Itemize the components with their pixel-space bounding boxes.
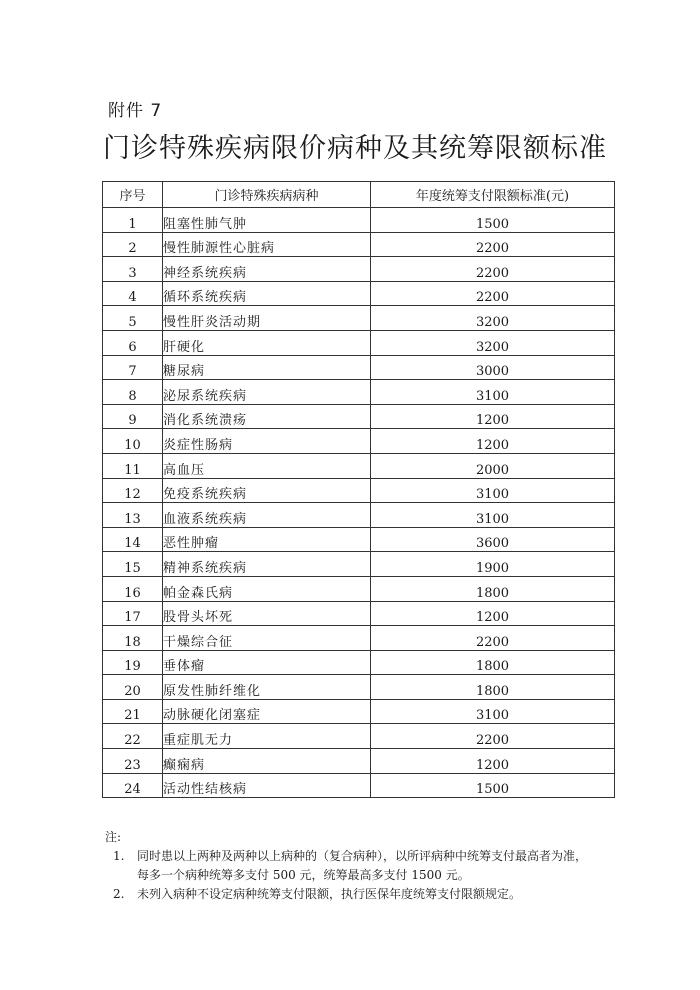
serial-number-cell: 16 <box>103 576 163 601</box>
table-row <box>103 626 615 651</box>
limit-amount-cell: 1200 <box>371 749 615 774</box>
disease-name-cell: 神经系统疾病 <box>163 257 371 282</box>
disease-name-cell: 消化系统溃疡 <box>163 404 371 429</box>
disease-name-cell: 循环系统疾病 <box>163 281 371 306</box>
table-row <box>103 404 615 429</box>
serial-number-cell: 5 <box>103 306 163 331</box>
serial-number-cell: 22 <box>103 724 163 749</box>
serial-number-cell: 10 <box>103 429 163 454</box>
disease-name-cell: 帕金森氏病 <box>163 576 371 601</box>
limit-amount-cell: 3100 <box>371 699 615 724</box>
disease-name-cell: 垂体瘤 <box>163 650 371 675</box>
table-row <box>103 306 615 331</box>
disease-name-cell: 慢性肺源性心脏病 <box>163 232 371 257</box>
serial-number-cell: 18 <box>103 626 163 651</box>
limit-amount-cell: 2200 <box>371 257 615 282</box>
header-annual-limit: 年度统筹支付限额标准(元) <box>371 182 615 208</box>
limit-amount-cell: 2200 <box>371 232 615 257</box>
serial-number-cell: 11 <box>103 453 163 478</box>
disease-name-cell: 重症肌无力 <box>163 724 371 749</box>
disease-name-cell: 原发性肺纤维化 <box>163 675 371 700</box>
note-item-1 <box>105 847 625 885</box>
limit-amount-cell: 3100 <box>371 503 615 528</box>
limit-amount-cell: 2200 <box>371 724 615 749</box>
table-row <box>103 650 615 675</box>
table-row <box>103 330 615 355</box>
table-row <box>103 576 615 601</box>
disease-name-cell: 活动性结核病 <box>163 773 371 798</box>
serial-number-cell: 3 <box>103 257 163 282</box>
disease-name-cell: 动脉硬化闭塞症 <box>163 699 371 724</box>
limit-amount-cell: 3100 <box>371 380 615 405</box>
limit-amount-cell: 2000 <box>371 453 615 478</box>
note-number: 2. <box>113 887 125 901</box>
disease-name-cell: 阻塞性肺气肿 <box>163 208 371 233</box>
note-line: 未列入病种不设定病种统筹支付限额，执行医保年度统筹支付限额规定。 <box>137 887 522 901</box>
serial-number-cell: 17 <box>103 601 163 626</box>
table-row <box>103 503 615 528</box>
limit-amount-cell: 3600 <box>371 527 615 552</box>
limit-amount-cell: 3100 <box>371 478 615 503</box>
serial-number-cell: 23 <box>103 749 163 774</box>
table-row <box>103 208 615 233</box>
disease-name-cell: 精神系统疾病 <box>163 552 371 577</box>
table-row <box>103 527 615 552</box>
disease-name-cell: 恶性肿瘤 <box>163 527 371 552</box>
limit-amount-cell: 1500 <box>371 208 615 233</box>
serial-number-cell: 8 <box>103 380 163 405</box>
table-header-row <box>103 182 615 208</box>
limit-amount-cell: 1200 <box>371 404 615 429</box>
table-row <box>103 257 615 282</box>
table-row <box>103 724 615 749</box>
note-item-2 <box>105 885 625 904</box>
limit-amount-cell: 2200 <box>371 626 615 651</box>
serial-number-cell: 9 <box>103 404 163 429</box>
limit-amount-cell: 3200 <box>371 330 615 355</box>
serial-number-cell: 21 <box>103 699 163 724</box>
serial-number-cell: 2 <box>103 232 163 257</box>
note-number: 1. <box>113 849 125 863</box>
disease-name-cell: 免疫系统疾病 <box>163 478 371 503</box>
limit-amount-cell: 1200 <box>371 601 615 626</box>
table-row <box>103 601 615 626</box>
disease-name-cell: 肝硬化 <box>163 330 371 355</box>
limit-amount-cell: 2200 <box>371 281 615 306</box>
disease-name-cell: 血液系统疾病 <box>163 503 371 528</box>
limit-amount-cell: 1800 <box>371 650 615 675</box>
serial-number-cell: 15 <box>103 552 163 577</box>
serial-number-cell: 20 <box>103 675 163 700</box>
disease-limit-table <box>102 181 615 798</box>
disease-name-cell: 炎症性肠病 <box>163 429 371 454</box>
table-row <box>103 453 615 478</box>
notes-label: 注: <box>105 830 122 844</box>
disease-name-cell: 慢性肝炎活动期 <box>163 306 371 331</box>
serial-number-cell: 13 <box>103 503 163 528</box>
limit-amount-cell: 1200 <box>371 429 615 454</box>
serial-number-cell: 24 <box>103 773 163 798</box>
disease-name-cell: 糖尿病 <box>163 355 371 380</box>
serial-number-cell: 4 <box>103 281 163 306</box>
limit-amount-cell: 1800 <box>371 675 615 700</box>
serial-number-cell: 14 <box>103 527 163 552</box>
disease-name-cell: 泌尿系统疾病 <box>163 380 371 405</box>
limit-amount-cell: 1900 <box>371 552 615 577</box>
table-row <box>103 380 615 405</box>
serial-number-cell: 7 <box>103 355 163 380</box>
header-serial-number: 序号 <box>103 182 163 208</box>
limit-amount-cell: 3200 <box>371 306 615 331</box>
table-row <box>103 281 615 306</box>
notes-section <box>105 828 625 904</box>
limit-amount-cell: 1800 <box>371 576 615 601</box>
limit-amount-cell: 3000 <box>371 355 615 380</box>
disease-name-cell: 股骨头坏死 <box>163 601 371 626</box>
attachment-label: 附件 7 <box>108 101 163 121</box>
table-row <box>103 232 615 257</box>
table-row <box>103 675 615 700</box>
limit-amount-cell: 1500 <box>371 773 615 798</box>
header-disease-type: 门诊特殊疾病病种 <box>163 182 371 208</box>
disease-name-cell: 干燥综合征 <box>163 626 371 651</box>
table-row <box>103 552 615 577</box>
note-line: 同时患以上两种及两种以上病种的（复合病种），以所评病种中统筹支付最高者为准， <box>137 849 588 863</box>
table-body <box>103 208 615 798</box>
table-row <box>103 749 615 774</box>
document-title: 门诊特殊疾病限价病种及其统筹限额标准 <box>103 133 607 164</box>
table-row <box>103 429 615 454</box>
table-row <box>103 699 615 724</box>
serial-number-cell: 6 <box>103 330 163 355</box>
disease-name-cell: 高血压 <box>163 453 371 478</box>
table-row <box>103 773 615 798</box>
table-row <box>103 478 615 503</box>
table-row <box>103 355 615 380</box>
serial-number-cell: 12 <box>103 478 163 503</box>
disease-name-cell: 癫痫病 <box>163 749 371 774</box>
note-line: 每多一个病种统筹多支付 500 元，统筹最高多支付 1500 元。 <box>137 868 470 882</box>
serial-number-cell: 19 <box>103 650 163 675</box>
serial-number-cell: 1 <box>103 208 163 233</box>
